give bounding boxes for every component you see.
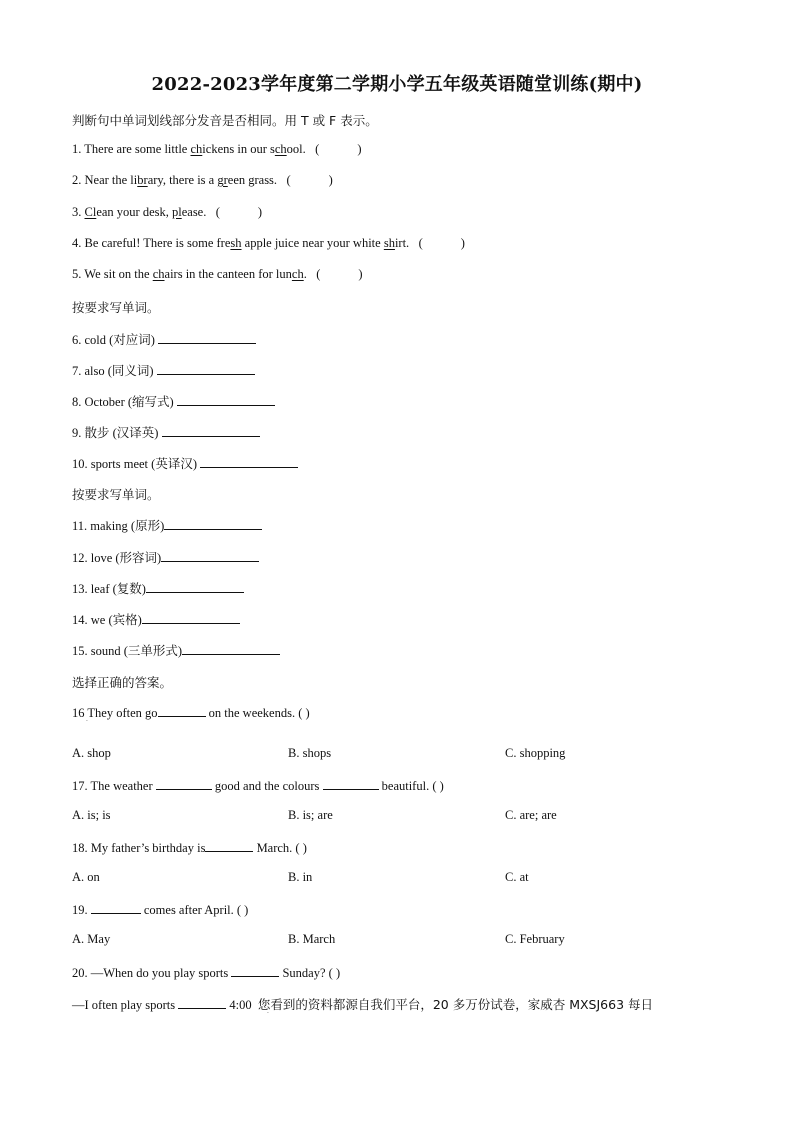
question-13: 13. leaf (复数): [72, 579, 244, 597]
question-5: 5. We sit on the chairs in the canteen for lunch. ( ): [72, 267, 363, 281]
watermark-ad: 您看到的资料都源自我们平台，20 多万份试卷，家威杏 MXSJ663 每日: [257, 997, 653, 1012]
answer-blank[interactable]: [156, 777, 212, 790]
question-18: 18. My father’s birthday is March. ( ): [72, 841, 307, 855]
question-12: 12. love (形容词): [72, 548, 259, 566]
section-heading-words-2: 按要求写单词。: [72, 487, 160, 502]
q18-option-c[interactable]: C. at: [505, 870, 529, 884]
question-20: 20. —When do you play sports Sunday? ( ): [72, 966, 341, 980]
question-16: 16 They often go on the weekends. ( ): [72, 706, 310, 720]
q19-option-b[interactable]: B. March: [288, 932, 336, 946]
q16-option-c[interactable]: C. shopping: [505, 746, 566, 760]
question-20-reply: —I often play sports 4:00 您看到的资料都源自我们平台，20 多万份试卷，家威杏 MXSJ663 每日: [72, 997, 653, 1012]
question-7: 7. also (同义词): [72, 361, 255, 379]
answer-blank[interactable]: [146, 580, 244, 593]
answer-blank[interactable]: [205, 839, 253, 852]
answer-blank[interactable]: [158, 704, 206, 717]
q16-option-a[interactable]: A. shop: [72, 746, 111, 760]
q17-option-c[interactable]: C. are; are: [505, 808, 557, 822]
answer-blank[interactable]: [177, 393, 275, 406]
question-9: 9. 散步 (汉译英): [72, 423, 260, 441]
dot-mark: ·: [86, 718, 88, 725]
q16-option-b[interactable]: B. shops: [288, 746, 332, 760]
question-11: 11. making (原形): [72, 516, 262, 534]
question-17: 17. The weather good and the colours beautiful. ( ): [72, 779, 444, 793]
answer-blank[interactable]: [142, 611, 240, 624]
section-heading-words-1: 按要求写单词。: [72, 300, 160, 315]
question-19: 19. comes after April. ( ): [72, 903, 249, 917]
question-8: 8. October (缩写式): [72, 392, 275, 410]
dot-mark: ·: [267, 1010, 269, 1017]
section-heading-choice: 选择正确的答案。: [72, 675, 173, 690]
q19-option-c[interactable]: C. February: [505, 932, 565, 946]
answer-blank[interactable]: [182, 642, 280, 655]
answer-blank[interactable]: [157, 362, 255, 375]
question-2: 2. Near the library, there is a green grass. ( ): [72, 173, 333, 187]
q17-option-b[interactable]: B. is; are: [288, 808, 333, 822]
q18-option-b[interactable]: B. in: [288, 870, 313, 884]
question-15: 15. sound (三单形式): [72, 641, 280, 659]
q18-option-a[interactable]: A. on: [72, 870, 100, 884]
page-title: 2022-2023学年度第二学期小学五年级英语随堂训练(期中): [151, 74, 643, 95]
question-6: 6. cold (对应词): [72, 330, 256, 348]
answer-blank[interactable]: [161, 549, 259, 562]
answer-blank[interactable]: [162, 424, 260, 437]
question-14: 14. we (宾格): [72, 610, 240, 628]
answer-blank[interactable]: [200, 455, 298, 468]
question-3: 3. Clean your desk, please. ( ): [72, 205, 263, 219]
section-heading-pronunciation: 判断句中单词划线部分发音是否相同。用 T 或 F 表示。: [72, 113, 378, 128]
q17-option-a[interactable]: A. is; is: [72, 808, 111, 822]
answer-blank[interactable]: [231, 964, 279, 977]
answer-blank[interactable]: [323, 777, 379, 790]
q19-option-a[interactable]: A. May: [72, 932, 111, 946]
answer-blank[interactable]: [178, 996, 226, 1009]
question-1: 1. There are some little chickens in our school. ( ): [72, 142, 362, 156]
question-10: 10. sports meet (英译汉): [72, 454, 298, 472]
question-4: 4. Be careful! There is some fresh apple juice near your white shirt. ( ): [72, 236, 465, 250]
answer-blank[interactable]: [164, 517, 262, 530]
answer-blank[interactable]: [158, 331, 256, 344]
answer-blank[interactable]: [91, 901, 141, 914]
